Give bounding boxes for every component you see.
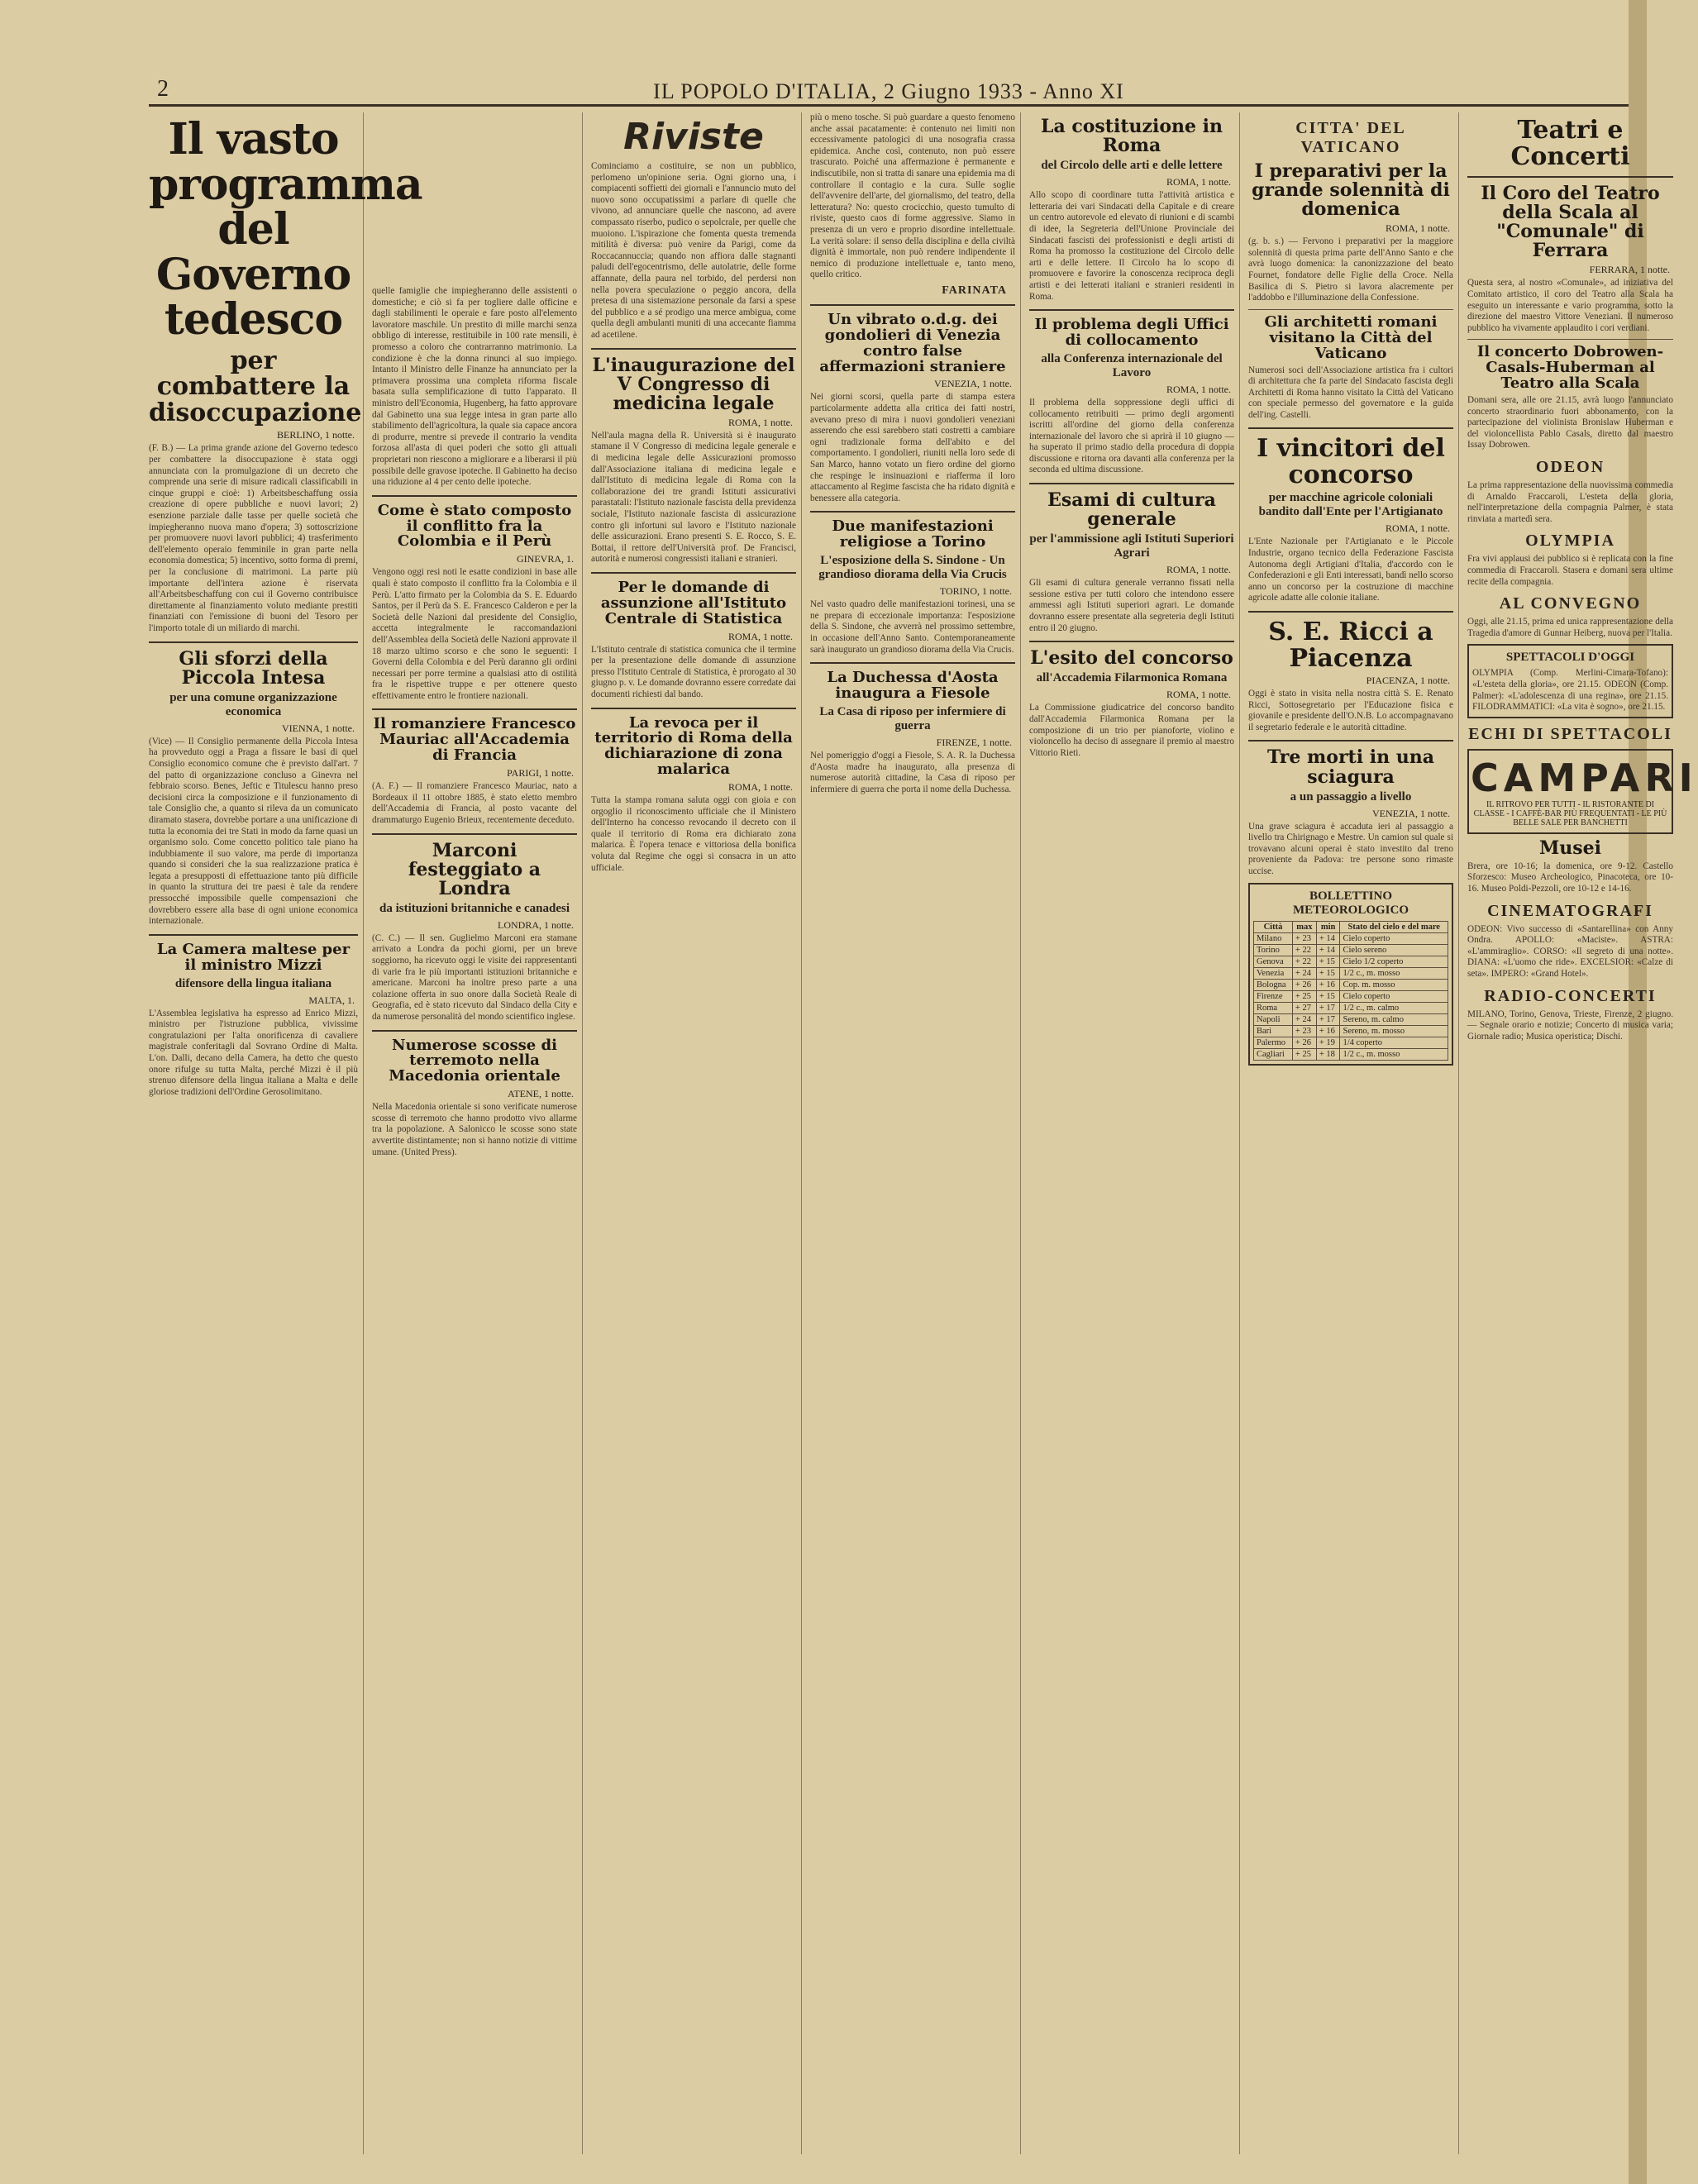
article-signature: FARINATA bbox=[942, 284, 1007, 297]
weather-cell: + 15 bbox=[1316, 956, 1340, 967]
weather-cell: Sereno, m. calmo bbox=[1340, 1013, 1448, 1025]
theatre-name: ODEON bbox=[1535, 457, 1605, 476]
article-headline: Come è stato composto il conflitto fra la Colombia e il Perù bbox=[377, 501, 572, 551]
section-title: CITTA' DEL VATICANO bbox=[1295, 119, 1406, 156]
section-title: RADIO-CONCERTI bbox=[1484, 986, 1657, 1005]
weather-row bbox=[1254, 932, 1448, 944]
divider bbox=[1248, 427, 1453, 429]
article-headline: Il concerto Dobrowen-Casals-Huberman al Teatro alla Scala bbox=[1476, 343, 1664, 393]
dateline: ROMA, 1 notte. bbox=[1166, 689, 1231, 701]
weather-row bbox=[1254, 1002, 1448, 1013]
article-body: Gli esami di cultura generale verranno fissati nella sessione estiva per tutti coloro che intendono essere ammessi agli Istituti superiori agrari. Le domande dovranno essere presentate alla segreteria degli Istituti entro il 20 giugno. bbox=[1029, 578, 1234, 633]
article-body: Oggi è stato in visita nella nostra città S. E. Renato Ricci, Sottosegretario per l'Educazione fisica e giovanile e presidente dell'O.N.B. Lo accompagnavano il segretario federale e le autorità cittadine. bbox=[1248, 689, 1453, 732]
weather-cell: + 26 bbox=[1292, 979, 1316, 990]
weather-cell: Roma bbox=[1254, 1002, 1293, 1013]
weather-rows bbox=[1254, 932, 1448, 1060]
dateline: LONDRA, 1 notte. bbox=[498, 918, 574, 931]
article-body: L'Assemblea legislativa ha espresso ad Enrico Mizzi, ministro per l'istruzione pubblica, vivissime congratulazioni per l'alta onorificenza di cavaliere magistrale conferitagli dal Sovrano Ordine di Malta. L'on. Dalli, decano della Camera, ha detto che questo onore rifulge su tutta Malta, perché Mizzi è il più strenuo difensore della lingua italiana a Malta e delle gloriose tradizioni dell'Ordine Gerosolimitano. bbox=[149, 1008, 358, 1097]
weather-row bbox=[1254, 1037, 1448, 1048]
weather-table bbox=[1253, 921, 1448, 1061]
weather-row bbox=[1254, 956, 1448, 967]
divider bbox=[1029, 641, 1234, 642]
weather-header: min bbox=[1316, 921, 1340, 932]
divider bbox=[372, 708, 577, 710]
weather-cell: Genova bbox=[1254, 956, 1293, 967]
dateline: ROMA, 1 notte. bbox=[728, 781, 793, 794]
article-body: Nell'aula magna della R. Università si è inaugurato stamane il V Congresso di medicina legale generale e di medicina legale delle Assicurazioni promosso dall'Associazione italiana di medicina legale e dall'Istituto di medicina legale di Roma con la collaborazione dei tre grandi Istituti assicurativi parastatali: l'Istituto nazionale fascista della previdenza sociale, l'Istituto nazionale fascista di assicurazione contro gli infortuni sul lavoro e l'Istituto nazionale delle assicurazioni. Erano presenti S. E. Rocco, S. E. Bottai, il rettore dell'Università prof. De Francisci, autorità e numerosi congressisti italiani e stranieri. bbox=[591, 430, 796, 565]
article-headline: La Duchessa d'Aosta inaugura a Fiesole bbox=[827, 669, 999, 703]
weather-row bbox=[1254, 979, 1448, 990]
weather-cell: + 19 bbox=[1316, 1037, 1340, 1048]
weather-cell: + 26 bbox=[1292, 1037, 1316, 1048]
dateline: ROMA, 1 notte. bbox=[1166, 383, 1231, 395]
article-body: Nella Macedonia orientale si sono verificate numerose scosse di terremoto che hanno prodotto vivo allarme tra la popolazione. A Salonicco le scosse sono state avvertite distintamente; non si hanno notizie di vittime umane. (United Press). bbox=[372, 1102, 577, 1157]
article-body: Allo scopo di coordinare tutta l'attività artistica e letteraria dei vari Sindacati della Capitale e di creare un centro autorevole ed elevato di riunioni e di scambi di idee, la Segreteria dell'Unione Provinciale dei Sindacati fascisti dei professionisti e degli artisti di Roma ha promosso la costituzione del Circolo delle arti e delle lettere. Il Circolo ha lo scopo di promuovere e favorire la conoscenza reciproca degli artisti e dei letterati italiani e stranieri residenti in Roma. bbox=[1029, 190, 1234, 302]
weather-cell: Cop. m. mosso bbox=[1340, 979, 1448, 990]
article-body: (F. B.) — La prima grande azione del Governo tedesco per combattere la disoccupazione è stata oggi annunciata con la promulgazione di un decreto che comprende una serie di misure radicali classificabili in cinque gruppi e cioè: 1) Arbeitsbeschaffung ossia creazione di opere pubbliche e nuovi lavori; 2) esenzione parziale dalle tasse per quelle società che impiegheranno nuova mano d'opera; 3) sottoscrizione per promuovere nuovi lavori pubblici; 4) trasferimento dell'elemento operaio femminile in gran parte nella economia domestica; 5) incentivo, sotto forma di premi, per la conclusione di matrimoni. La parte più importante dell'intera azione è riservata all'Arbeitsbeschaffung con cui il Governo contribuisce direttamente al finanziamento voluto mediante prestiti finanziati con l'emissione di buoni del Tesoro per l'importo totale di un miliardo di marchi. bbox=[149, 443, 358, 633]
dateline: ROMA, 1 notte. bbox=[1386, 222, 1450, 235]
weather-cell: Bologna bbox=[1254, 979, 1293, 990]
theatre-name: OLYMPIA bbox=[1525, 532, 1615, 551]
weather-row bbox=[1254, 1048, 1448, 1060]
divider bbox=[1029, 309, 1234, 311]
dateline: MALTA, 1. bbox=[308, 994, 355, 1006]
divider bbox=[1248, 309, 1453, 310]
article-body: Questa sera, al nostro «Comunale», ad iniziativa del Comitato artistico, il coro del Teatro alla Scala ha eseguito un interessante e vario programma, sotto la direzione del maestro Vittore Veneziani. Il numeroso pubblico ha vivamente applaudito i cori verdiani. bbox=[1467, 278, 1673, 333]
article-body: Numerosi soci dell'Associazione artistica fra i cultori di architettura che fa parte del Sindacato fascista degli Architetti di Roma hanno visitato la Città del Vaticano con speciale permesso del governatore e la guida dell'ing. Castelli. bbox=[1248, 365, 1453, 420]
listings-body: MILANO, Torino, Genova, Trieste, Firenze, 2 giugno. — Segnale orario e notizie; Concerto di musica varia; Giornale radio; Musica operistica; Dischi. bbox=[1467, 1009, 1673, 1042]
listings-title: SPETTACOLI D'OGGI bbox=[1505, 651, 1635, 665]
weather-cell: Cielo coperto bbox=[1340, 990, 1448, 1002]
divider bbox=[1467, 339, 1673, 340]
weather-cell: + 14 bbox=[1316, 944, 1340, 956]
article-subheadline: del Circolo delle arti e delle lettere bbox=[1041, 159, 1223, 173]
article-headline: Per le domande di assunzione all'Istituto Centrale di Statistica bbox=[600, 578, 787, 627]
article-body: (g. b. s.) — Fervono i preparativi per la maggiore solennità di questa prima parte dell'Anno Santo e che avrà luogo domenica: la canonizzazione del beato Fournet, fondatore delle Figlie della Croce. Nella Basilica di S. Pietro si lavora alacremente per l'addobbo e l'illuminazione della Confessione. bbox=[1248, 236, 1453, 303]
divider bbox=[591, 708, 796, 709]
dateline: ROMA, 1 notte. bbox=[728, 630, 793, 642]
weather-header-row bbox=[1254, 921, 1448, 932]
campari-advert bbox=[1467, 749, 1698, 834]
dateline: BERLINO, 1 notte. bbox=[277, 429, 355, 441]
listings-box bbox=[1467, 644, 1673, 718]
listings-body: ODEON: Vivo successo di «Santarellina» con Anny Ondra. APOLLO: «Maciste». ASTRA: «L'ammiraglio». CORSO: «Il segreto di una notte». DIANA: «L'uomo che ride». EXCELSIOR: «Calze di seta». IMPERO: «Grand Hotel». bbox=[1467, 923, 1673, 979]
section-title: ECHI DI SPETTACOLI bbox=[1468, 724, 1672, 743]
weather-cell: + 24 bbox=[1292, 1013, 1316, 1025]
article-headline: L'esito del concorso bbox=[1030, 647, 1233, 670]
dateline: ATENE, 1 notte. bbox=[508, 1088, 574, 1100]
article-body: (C. C.) — Il sen. Guglielmo Marconi era stamane arrivato a Londra da pochi giorni, per un breve soggiorno, ha ricevuto oggi le visite dei rappresentanti di varie fra le più importanti istituzioni britanniche e americane. Marconi ha inoltre preso parte a una colazione offerta in suo onore dalla Società Reale di Geografia, ed è stato ricevuto dal Sindaco della City e da numerose personalità del mondo scientifico inglese. bbox=[372, 932, 577, 1022]
dateline: FIRENZE, 1 notte. bbox=[936, 736, 1012, 748]
dateline: ROMA, 1 notte. bbox=[728, 416, 793, 428]
masthead bbox=[149, 79, 1629, 107]
dateline: GINEVRA, 1. bbox=[517, 553, 574, 565]
column-6 bbox=[1248, 112, 1459, 2154]
weather-cell: + 23 bbox=[1292, 1025, 1316, 1037]
weather-row bbox=[1254, 1013, 1448, 1025]
article-subheadline: per una comune organizzazione economica bbox=[169, 690, 337, 718]
weather-cell: Cielo sereno bbox=[1340, 944, 1448, 956]
article-headline: La revoca per il territorio di Roma della dichiarazione di zona malarica bbox=[594, 713, 793, 779]
article-subheadline: alla Conferenza internazionale del Lavoro bbox=[1041, 351, 1223, 379]
article-headline: Gli architetti romani visitano la Città del Vaticano bbox=[1264, 312, 1438, 362]
masthead-title: IL POPOLO D'ITALIA, 2 Giugno 1933 - Anno XI bbox=[653, 79, 1124, 103]
article-body: La prima rappresentazione della nuovissima commedia di Arnaldo Fraccaroli, L'esteta della gloria, nell'interpretazione della compagnia Palmer, è stata rinviata a martedì sera. bbox=[1467, 479, 1673, 524]
divider bbox=[1248, 740, 1453, 742]
weather-cell: + 17 bbox=[1316, 1013, 1340, 1025]
divider bbox=[149, 934, 358, 936]
section-headline: Teatri e Concerti bbox=[1510, 116, 1630, 171]
article-body: Cominciamo a costituire, se non un pubblico, perlomeno un'opinione seria. Ogni giorno una, i compiacenti soffietti dei giornali e l'annuncio muto del nuovo sono occupatissimi a parlare di quelle che vivono, ad annunciare quelle che nascono, ad avere compassato riserbo, pudico o sepolcrale, per quelle che muoiono. L'ispirazione che fomenta questa tremenda mitilità è diversa: può venire da Parigi, come da Roccacannuccia; quando non affiora dalle stagnanti paludi dell'egocentrismo, delle autolatrie, delle forme affannate, della paura nel torbido, del perdersi non nella povera speculazione o peggio ancora, della pretesa di una sistemazione personale da farsi a spese del pubblico e a sé prodigo una merce ambigua, come quella degli ambulanti muniti di una accecante fiamma ad acetilene. bbox=[591, 161, 796, 340]
article-subheadline: La Casa di riposo per infermiere di guerra bbox=[819, 704, 1006, 732]
divider bbox=[149, 641, 358, 643]
weather-cell: 1/2 c., m. calmo bbox=[1340, 1002, 1448, 1013]
column-1 bbox=[149, 112, 422, 2154]
weather-cell: Cielo 1/2 coperto bbox=[1340, 956, 1448, 967]
weather-cell: + 22 bbox=[1292, 956, 1316, 967]
article-headline: Un vibrato o.d.g. dei gondolieri di Venezia contro false affermazioni straniere bbox=[819, 310, 1006, 375]
divider bbox=[810, 662, 1015, 664]
weather-cell: Cielo coperto bbox=[1340, 932, 1448, 944]
weather-cell: Venezia bbox=[1254, 967, 1293, 979]
article-headline: Numerose scosse di terremoto nella Macedonia orientale bbox=[389, 1036, 560, 1085]
section-title: CINEMATOGRAFI bbox=[1487, 901, 1653, 920]
dateline: ROMA, 1 notte. bbox=[1166, 564, 1231, 576]
article-body: Domani sera, alle ore 21.15, avrà luogo l'annunciato concerto straordinario fuori abbonamento, con la partecipazione del violinista Bronislaw Huberman e del violoncellista Pablo Casals, diretto dal maestro Issay Dobrowen. bbox=[1467, 395, 1673, 451]
article-subheadline: difensore della lingua italiana bbox=[174, 976, 332, 990]
article-headline: Tre morti in una sciagura bbox=[1267, 746, 1434, 788]
article-subheadline: da istituzioni britanniche e canadesi bbox=[379, 901, 570, 915]
dateline: ROMA, 1 notte. bbox=[1386, 522, 1450, 535]
weather-row bbox=[1254, 944, 1448, 956]
dateline: VENEZIA, 1 notte. bbox=[934, 378, 1012, 390]
article-body: Nel pomeriggio d'oggi a Fiesole, S. A. R. la Duchessa d'Aosta madre ha inaugurato, alla presenza di numerose autorità cittadine, la Casa di riposo per infermiere di guerra che porta il nome della Duchessa. bbox=[810, 750, 1015, 794]
article-body: più o meno tosche. Si può guardare a questo fenomeno anche assai pacatamente: è contenuto nei limiti non eccessivamente patologici di una nosografia crassa epidemica. Anche così, contenuto, non può essere trascurato. Poiché una affermazione è permanente e indiscutibile, non si tratta di sanare una epidemia ma di controllare il contagio e la cura. Sulle soglie dell'avvenire dell'arte, del giornalismo, del teatro, della letteratura? No: questo crocicchio, questo tumulto di riviste, questo caos di forme aggressive. Siamo in presenza di un vero e proprio disordine intellettuale. La verità solare: il senso della disciplina e della civiltà dignità è immortale, non può rendere indipendente il nemico di produzione intellettuale e, tanto meno, quello critico. bbox=[810, 112, 1015, 280]
article-body: quelle famiglie che impiegheranno delle assistenti o domestiche; e ciò si fa per togliere dalle officine e dagli stabilimenti le operaie e fare posto all'elemento lavoratore maschile. Un prestito di mille marchi senza obbligo di interesse, restituibile in 100 rate mensili, è promesso a coloro che contrarranno matrimonio. La condizione è che la donna rinunci al suo impiego. Intanto il Ministro delle Finanze ha annunciato per la primavera prossima una completa riforma fiscale basata sulla semplificazione di tutto l'apparato. Il ministro dell'Economia, Hugenberg, ha fatto approvare dal Gabinetto una sua legge intesa in gran parte allo stabilimento dell'agricoltura, la quale sia capace ancora di produrre, mentre si prevede il contrario la vendita forzosa all'asta di quei poderi che sotto gli attuali proprietari non riescono a migliorare e a liberarsi il più possibile delle gravose ipoteche. Il Gabinetto ha deciso una riduzione al 4 per cento delle ipoteche. bbox=[372, 286, 577, 488]
weather-cell: + 24 bbox=[1292, 967, 1316, 979]
article-headline: Il Coro del Teatro della Scala al "Comunale" di Ferrara bbox=[1481, 183, 1660, 262]
divider bbox=[1029, 483, 1234, 484]
column-3 bbox=[591, 112, 802, 2154]
article-body: (A. F.) — Il romanziere Francesco Mauriac, nato a Bordeaux il 11 ottobre 1885, è stato eletto membro dell'Accademia di Francia, al posto vacante del drammaturgo Eugenio Brieux, recentemente deceduto. bbox=[372, 781, 577, 825]
weather-cell: + 16 bbox=[1316, 1025, 1340, 1037]
article-headline: I preparativi per la grande solennità di domenica bbox=[1252, 160, 1450, 221]
article-body: Vengono oggi resi noti le esatte condizioni in base alle quali è stato composto il conflitto fra la Colombia e il Perù. L'atto firmato per la Colombia da S. E. Eduardo Santos, per il Perù da S. E. Francesco Calderon e per la Società delle Nazioni dal presidente del Consiglio, accetta integralmente le raccomandazioni dell'Assemblea della Società delle Nazioni approvate il 18 marzo ultimo scorso e che sono le seguenti: I Governi della Colombia e del Perù daranno gli ordini necessari per porre termine a qualsiasi atto di ostilità fra le rispettive truppe e per ottenere questo effettivamente entro le frontiere nazionali. bbox=[372, 567, 577, 701]
article-body: Fra vivi applausi dei pubblico si è replicata con la fine commedia di Fraccaroli. Stasera e domani sera ultime recite della compagnia. bbox=[1467, 554, 1673, 587]
divider bbox=[1248, 611, 1453, 613]
weather-row bbox=[1254, 1025, 1448, 1037]
dateline: TORINO, 1 notte. bbox=[939, 585, 1012, 598]
divider bbox=[591, 348, 796, 350]
weather-cell: Bari bbox=[1254, 1025, 1293, 1037]
column-5 bbox=[1029, 112, 1240, 2154]
article-headline: La Camera maltese per il ministro Mizzi bbox=[156, 940, 351, 974]
weather-cell: Sereno, m. mosso bbox=[1340, 1025, 1448, 1037]
weather-cell: + 22 bbox=[1292, 944, 1316, 956]
column-7 bbox=[1467, 112, 1698, 2154]
column-4 bbox=[810, 112, 1021, 2154]
dateline: PIACENZA, 1 notte. bbox=[1366, 675, 1450, 687]
article-headline: Il romanziere Francesco Mauriac all'Accademia di Francia bbox=[373, 715, 576, 765]
article-body: Il problema della soppressione degli uffici di collocamento retribuiti — primo degli argomenti iscritti all'ordine del giorno della conferenza internazionale del lavoro che si aprirà il 10 giugno — ha superato il primo stadio della procedura di doppia discussione e ritorna ora davanti alla conferenza per la seconda ed ultima discussione. bbox=[1029, 397, 1234, 475]
article-body: Nei giorni scorsi, quella parte di stampa estera particolarmente addetta alla critica dei fatti nostri, avevano preso di mira i nuovi gondolieri veneziani asserendo che essi sarebbero stati costretti a cambiare ogni tradizionale forma dell'abito e del comportamento. I gondolieri, riuniti nella loro sede di San Marco, hanno votato un fiero ordine del giorno che respinge le insinuazioni e riafferma il loro attaccamento al Regime fascista che ha ridato dignità e benessere alla categoria. bbox=[810, 392, 1015, 503]
article-body: La Commissione giudicatrice del concorso bandito dall'Accademia Filarmonica Romana per la composizione di un trio per pianoforte, violino e violoncello ha deciso di assegnare il premio al maestro Vittorio Rieti. bbox=[1029, 703, 1234, 758]
weather-header: max bbox=[1292, 921, 1316, 932]
weather-cell: Torino bbox=[1254, 944, 1293, 956]
weather-cell: Napoli bbox=[1254, 1013, 1293, 1025]
weather-cell: + 16 bbox=[1316, 979, 1340, 990]
campari-logo: CAMPARI bbox=[1471, 755, 1698, 800]
divider bbox=[372, 1030, 577, 1032]
weather-header: Stato del cielo e del mare bbox=[1340, 921, 1448, 932]
weather-cell: + 18 bbox=[1316, 1048, 1340, 1060]
divider bbox=[591, 572, 796, 574]
dateline: ROMA, 1 notte. bbox=[1166, 176, 1231, 188]
dateline: VENEZIA, 1 notte. bbox=[1372, 807, 1450, 819]
weather-cell: + 14 bbox=[1316, 932, 1340, 944]
weather-title: BOLLETTINO METEOROLOGICO bbox=[1292, 889, 1409, 917]
article-headline: Il problema degli Uffici di collocamento bbox=[1034, 316, 1229, 350]
article-subheadline: a un passaggio a livello bbox=[1290, 789, 1412, 804]
divider bbox=[372, 833, 577, 835]
article-body: L'Istituto centrale di statistica comunica che il termine per la presentazione delle domande di assunzione presso l'Istituto Centrale di Statistica, è prorogato al 30 giugno p. v. Le domande dovranno essere corredate dai documenti richiesti dal bando. bbox=[591, 644, 796, 699]
article-headline: Marconi festeggiato a Londra bbox=[408, 839, 541, 899]
weather-cell: Firenze bbox=[1254, 990, 1293, 1002]
weather-cell: + 27 bbox=[1292, 1002, 1316, 1013]
column-2 bbox=[372, 112, 583, 2154]
columns bbox=[149, 112, 1698, 2154]
weather-cell: + 15 bbox=[1316, 967, 1340, 979]
weather-cell: Milano bbox=[1254, 932, 1293, 944]
divider bbox=[1467, 176, 1673, 178]
weather-row bbox=[1254, 967, 1448, 979]
dateline: VIENNA, 1 notte. bbox=[282, 722, 355, 734]
article-body: Una grave sciagura è accaduta ieri al passaggio a livello tra Chirignago e Mestre. Un camion sul quale si trovavano alcuni operai è stato investito dal treno proveniente da Padova: tre persone sono rimaste uccise. bbox=[1248, 821, 1453, 876]
dateline: FERRARA, 1 notte. bbox=[1589, 264, 1670, 276]
article-body: (Vice) — Il Consiglio permanente della Piccola Intesa ha provveduto oggi a Praga a fissare le basi di quel Consiglio economico comune che è previsto dall'art. 7 del patto di organizzazione concluso a Ginevra nel febbraio scorso. Benes, Jeftic e Titulescu hanno preso decisioni circa la composizione e il funzionamento di tale Consiglio che, a quanto si rileva da un comunicato diramato stasera, dovrebbe portare a una unificazione di tutta la economia dei tre Stati in modo da farne quasi un organismo solo. Come concetto politico tale piano ha indubbiamente il suo valore, ma perde di importanza quando si consideri che la sua realizzazione pratica è legata a presupposti di effettuazione tanto più difficile in quanto la struttura dei tre paesi è tale da rendere pressocché impossibile quelle compensazioni che dovrebbero essere alla base di ogni unione economica internazionale. bbox=[149, 736, 358, 927]
page-number: 2 bbox=[157, 76, 169, 102]
article-subheadline: per macchine agricole coloniali bandito dall'Ente per l'Artigianato bbox=[1258, 491, 1443, 519]
article-subheadline: all'Accademia Filarmonica Romana bbox=[1036, 671, 1228, 685]
weather-cell: 1/2 c., m. mosso bbox=[1340, 967, 1448, 979]
article-headline: La costituzione in Roma bbox=[1040, 116, 1223, 157]
weather-cell: + 15 bbox=[1316, 990, 1340, 1002]
weather-cell: + 17 bbox=[1316, 1002, 1340, 1013]
divider bbox=[810, 304, 1015, 306]
theatre-name: AL CONVEGNO bbox=[1499, 594, 1642, 613]
main-subheadline: per combattere la disoccupazione bbox=[149, 346, 362, 427]
weather-cell: Palermo bbox=[1254, 1037, 1293, 1048]
weather-cell: + 23 bbox=[1292, 932, 1316, 944]
section-headline: Musei bbox=[1538, 837, 1602, 859]
article-body: Oggi, alle 21.15, prima ed unica rappresentazione della Tragedia d'amore di Gunnar Heiberg, nuova per l'Italia. bbox=[1467, 617, 1673, 638]
rubric-title: Riviste bbox=[623, 116, 764, 158]
article-body: Tutta la stampa romana saluta oggi con gioia e con orgoglio il riconoscimento ufficiale che il Ministero dell'Interno ha concesso revocando il decreto con il quale il territorio di Roma era dichiarato zona malarica. È l'opera tenace e vittoriosa della bonifica voluta dal Regime che oggi si consacra in un atto ufficiale. bbox=[591, 795, 796, 873]
weather-cell: + 25 bbox=[1292, 990, 1316, 1002]
article-body: Nel vasto quadro delle manifestazioni torinesi, una se ne prepara di eccezionale importanza: l'esposizione della S. Sindone, che avverrà nel prossimo settembre, in occasione dell'Anno Santo. Contemporaneamente sarà inaugurato un grandioso diorama della Via Crucis. bbox=[810, 599, 1015, 655]
listings-body: OLYMPIA (Comp. Merlini-Cimara-Tofano): «L'esteta della gloria», ore 21.15. ODEON (Comp. Palmer): «L'adolescenza di una regina», ore 21.15. FILODRAMMATICI: «La vita è sogno», ore 21.15. bbox=[1472, 668, 1668, 713]
article-headline: I vincitori del concorso bbox=[1257, 434, 1445, 489]
campari-tagline: IL RITROVO PER TUTTI - IL RISTORANTE DI CLASSE - I CAFFÈ-BAR PIÙ FREQUENTATI - LE PIÙ BELLE SALE PER BANCHETTI bbox=[1473, 799, 1667, 827]
weather-cell: + 25 bbox=[1292, 1048, 1316, 1060]
weather-cell: 1/4 coperto bbox=[1340, 1037, 1448, 1048]
weather-header: Città bbox=[1254, 921, 1293, 932]
main-headline: Il vasto programma del Governo tedesco bbox=[149, 114, 422, 346]
article-headline: Esami di cultura generale bbox=[1047, 489, 1216, 531]
article-headline: L'inaugurazione del V Congresso di medicina legale bbox=[592, 354, 795, 414]
divider bbox=[810, 511, 1015, 513]
listings-body: Brera, ore 10-16; la domenica, ore 9-12. Castello Sforzesco: Museo Archeologico, Pinacoteca, ore 10-16. Museo Poldi-Pezzoli, ore 10-12 e 14-16. bbox=[1467, 861, 1673, 894]
article-headline: Gli sforzi della Piccola Intesa bbox=[179, 647, 328, 689]
weather-bulletin bbox=[1248, 883, 1453, 1066]
article-body: L'Ente Nazionale per l'Artigianato e le Piccole Industrie, organo tecnico della Federazione Fascista Autonoma degli Artigiani d'Italia, d'accordo con le Confederazioni e gli Enti interessati, bandì nello scorso anno un concorso per la costruzione di macchine agricole adatte alle colonie italiane. bbox=[1248, 536, 1453, 603]
weather-row bbox=[1254, 990, 1448, 1002]
weather-cell: 1/2 c., m. mosso bbox=[1340, 1048, 1448, 1060]
dateline: PARIGI, 1 notte. bbox=[507, 767, 574, 780]
article-subheadline: L'esposizione della S. Sindone - Un grandioso diorama della Via Crucis bbox=[818, 554, 1007, 582]
article-headline: S. E. Ricci a Piacenza bbox=[1268, 618, 1433, 673]
weather-cell: Cagliari bbox=[1254, 1048, 1293, 1060]
divider bbox=[372, 495, 577, 497]
article-subheadline: per l'ammissione agli Istituti Superiori Agrari bbox=[1029, 532, 1234, 560]
article-headline: Due manifestazioni religiose a Torino bbox=[832, 517, 994, 551]
